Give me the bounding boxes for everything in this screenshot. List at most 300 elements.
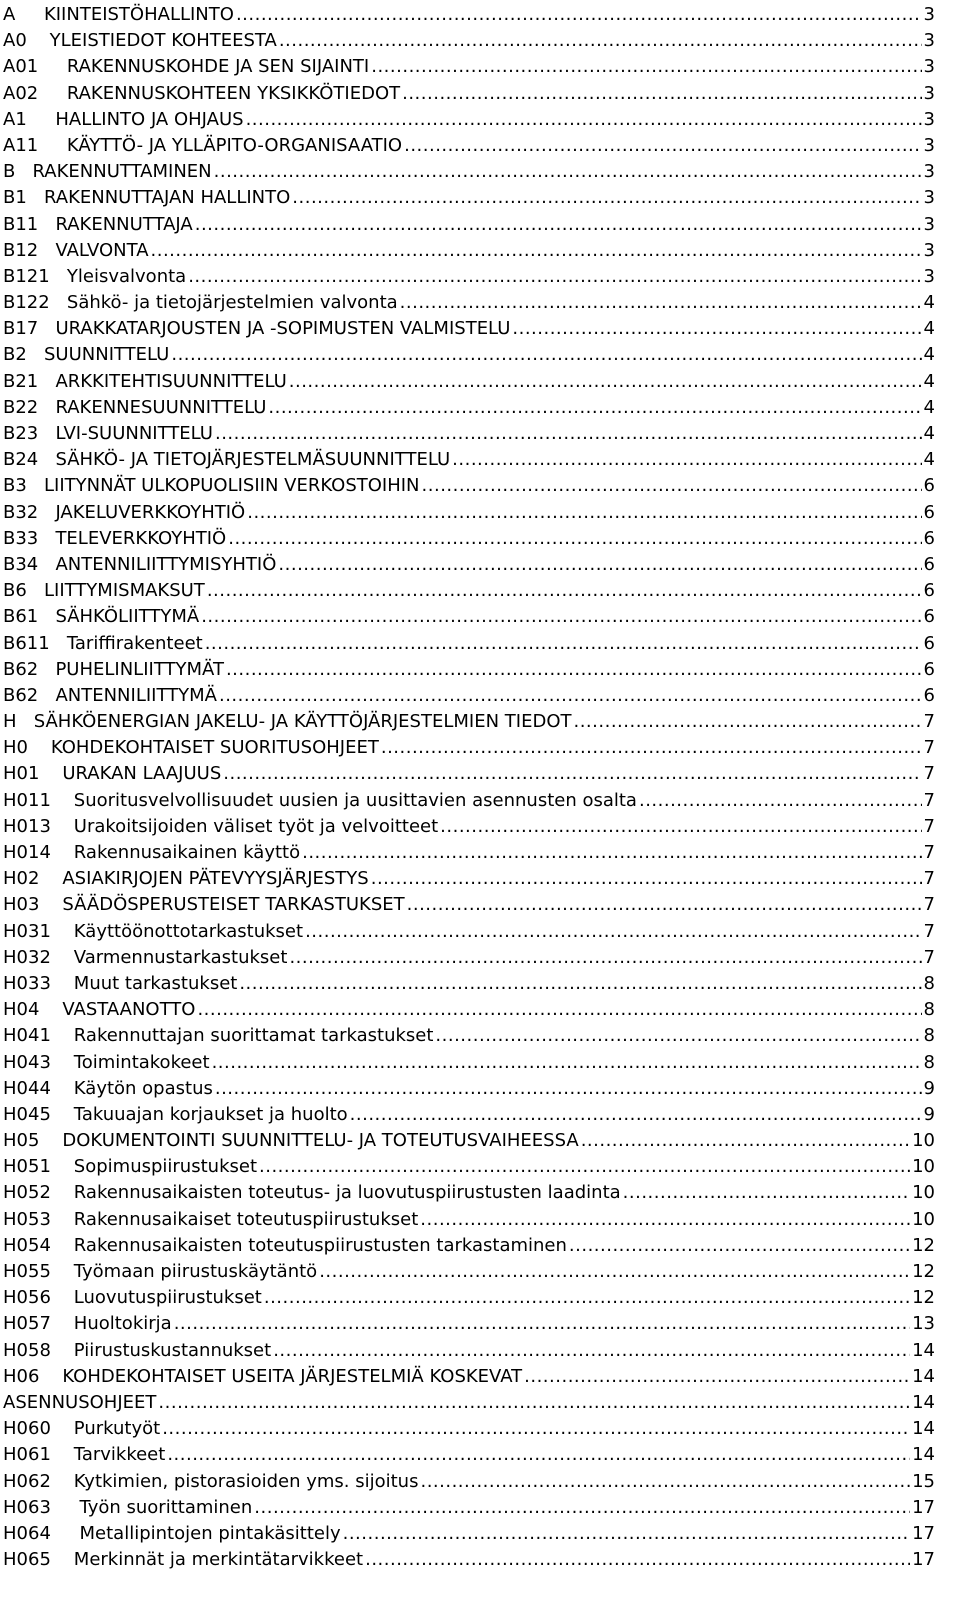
- toc-entry-page-number: 14: [912, 1444, 935, 1466]
- toc-entry-title: KÄYTTÖ- JA YLLÄPITO-ORGANISAATIO: [66, 134, 403, 156]
- toc-entry-page-number: 3: [923, 82, 935, 104]
- toc-entry-spacer: [28, 735, 51, 761]
- toc-entry-code: H04: [3, 999, 40, 1021]
- toc-entry-code: B: [3, 161, 16, 183]
- toc-dot-leader: [292, 185, 921, 211]
- toc-entry-page-number: 9: [923, 1103, 935, 1125]
- table-of-contents: [3, 2, 935, 1573]
- toc-entry-spacer: [39, 761, 62, 787]
- toc-entry-title: Takuuajan korjaukset ja huolto: [73, 1103, 348, 1125]
- toc-entry-code: B17: [3, 318, 39, 340]
- toc-entry[interactable]: [3, 1233, 935, 1259]
- toc-entry[interactable]: [3, 1338, 935, 1364]
- toc-entry[interactable]: [3, 1469, 935, 1495]
- toc-entry-page-number: 14: [912, 1391, 935, 1413]
- toc-entry[interactable]: [3, 159, 935, 185]
- toc-entry[interactable]: [3, 997, 935, 1023]
- toc-entry[interactable]: [3, 1390, 935, 1416]
- toc-entry[interactable]: [3, 1547, 935, 1573]
- toc-entry-page-number: 7: [923, 789, 935, 811]
- toc-entry[interactable]: [3, 1442, 935, 1468]
- toc-entry[interactable]: [3, 840, 935, 866]
- toc-entry-code: H061: [3, 1444, 51, 1466]
- toc-entry-code: H053: [3, 1208, 51, 1230]
- toc-entry-spacer: [38, 500, 55, 526]
- toc-entry[interactable]: [3, 735, 935, 761]
- toc-dot-leader: [305, 919, 921, 945]
- toc-dot-leader: [247, 500, 921, 526]
- toc-entry-page-number: 6: [923, 632, 935, 654]
- toc-entry-code: H05: [3, 1130, 40, 1152]
- toc-entry-title: Suoritusvelvollisuudet uusien ja uusittavien asennusten osalta: [73, 789, 637, 811]
- toc-dot-leader: [278, 552, 921, 578]
- toc-entry-code: H013: [3, 815, 51, 837]
- toc-dot-leader: [197, 997, 921, 1023]
- toc-entry[interactable]: [3, 395, 935, 421]
- toc-entry[interactable]: [3, 2, 935, 28]
- toc-entry[interactable]: [3, 892, 935, 918]
- toc-dot-leader: [420, 1207, 910, 1233]
- toc-entry-page-number: 6: [923, 684, 935, 706]
- toc-entry-code: H041: [3, 1025, 51, 1047]
- toc-entry[interactable]: [3, 945, 935, 971]
- toc-entry-title: RAKENNUSKOHTEEN YKSIKKÖTIEDOT: [66, 82, 401, 104]
- toc-entry-spacer: [51, 1207, 74, 1233]
- toc-dot-leader: [623, 1180, 910, 1206]
- toc-dot-leader: [195, 212, 922, 238]
- toc-entry-page-number: 4: [923, 449, 935, 471]
- toc-entry-page-number: 8: [923, 1051, 935, 1073]
- toc-entry-spacer: [39, 892, 62, 918]
- toc-entry-spacer: [39, 866, 62, 892]
- toc-entry-page-number: 10: [912, 1182, 935, 1204]
- toc-entry-spacer: [51, 840, 74, 866]
- toc-entry-title: Merkinnät ja merkintätarvikkeet: [73, 1549, 364, 1571]
- toc-entry-code: A02: [3, 82, 39, 104]
- toc-entry-code: A0: [3, 30, 27, 52]
- toc-entry[interactable]: [3, 919, 935, 945]
- toc-entry-page-number: 4: [923, 292, 935, 314]
- toc-dot-leader: [246, 107, 922, 133]
- toc-entry-title: Kytkimien, pistorasioiden yms. sijoitus: [73, 1470, 419, 1492]
- toc-entry-title: KOHDEKOHTAISET SUORITUSOHJEET: [50, 737, 379, 759]
- toc-entry-page-number: 4: [923, 318, 935, 340]
- toc-dot-leader: [212, 1050, 922, 1076]
- toc-entry-spacer: [51, 1233, 74, 1259]
- toc-entry-code: H056: [3, 1287, 51, 1309]
- toc-entry-page-number: 6: [923, 553, 935, 575]
- toc-dot-leader: [407, 892, 922, 918]
- toc-entry-title: LIITYNNÄT ULKOPUOLISIIN VERKOSTOIHIN: [43, 475, 420, 497]
- toc-entry-spacer: [51, 1547, 74, 1573]
- toc-dot-leader: [381, 735, 922, 761]
- toc-entry-title: Muut tarkastukset: [73, 972, 238, 994]
- toc-entry-code: H03: [3, 894, 40, 916]
- toc-entry-title: Piirustuskustannukset: [73, 1339, 272, 1361]
- toc-dot-leader: [201, 604, 921, 630]
- toc-entry-spacer: [17, 709, 34, 735]
- toc-entry-code: A1: [3, 108, 27, 130]
- toc-entry-spacer: [15, 159, 32, 185]
- toc-entry-page-number: 10: [912, 1130, 935, 1152]
- toc-entry[interactable]: [3, 473, 935, 499]
- toc-dot-leader: [264, 1285, 910, 1311]
- toc-entry-title: Rakennuttajan suorittamat tarkastukset: [73, 1025, 434, 1047]
- toc-entry[interactable]: [3, 604, 935, 630]
- toc-dot-leader: [228, 526, 921, 552]
- toc-dot-leader: [162, 1416, 910, 1442]
- toc-entry-page-number: 3: [923, 56, 935, 78]
- toc-dot-leader: [158, 1390, 910, 1416]
- toc-entry[interactable]: [3, 788, 935, 814]
- toc-entry-title: URAKAN LAAJUUS: [62, 763, 222, 785]
- toc-entry-spacer: [27, 185, 44, 211]
- toc-entry-title: SÄHKÖLIITTYMÄ: [55, 606, 200, 628]
- toc-dot-leader: [273, 1338, 910, 1364]
- toc-entry-code: B3: [3, 475, 27, 497]
- toc-entry-title: KIINTEISTÖHALLINTO: [43, 4, 234, 25]
- toc-dot-leader: [319, 1259, 910, 1285]
- toc-entry-code: H043: [3, 1051, 51, 1073]
- toc-entry[interactable]: [3, 421, 935, 447]
- toc-entry-spacer: [51, 1180, 74, 1206]
- toc-dot-leader: [404, 133, 921, 159]
- toc-entry-code: H045: [3, 1103, 51, 1125]
- toc-entry-title: SÄHKÖENERGIAN JAKELU- JA KÄYTTÖJÄRJESTELMIEN TIEDOT: [33, 711, 572, 733]
- toc-entry-page-number: 10: [912, 1156, 935, 1178]
- toc-entry-code: H0: [3, 737, 28, 759]
- toc-entry[interactable]: [3, 1180, 935, 1206]
- toc-entry-title: Huoltokirja: [73, 1313, 172, 1335]
- toc-entry-page-number: 3: [923, 187, 935, 209]
- toc-entry-page-number: 7: [923, 842, 935, 863]
- toc-entry-code: H057: [3, 1313, 51, 1335]
- toc-entry-page-number: 8: [923, 999, 935, 1021]
- toc-entry[interactable]: [3, 1285, 935, 1311]
- toc-entry-code: H054: [3, 1234, 51, 1256]
- toc-entry-spacer: [51, 1023, 74, 1049]
- toc-entry-title: LIITTYMISMAKSUT: [43, 580, 205, 602]
- toc-entry-spacer: [38, 447, 55, 473]
- toc-entry-title: URAKKATARJOUSTEN JA -SOPIMUSTEN VALMISTELU: [55, 318, 511, 340]
- toc-entry-page-number: 7: [923, 815, 935, 837]
- toc-entry-title: PUHELINLIITTYMÄT: [55, 658, 224, 680]
- toc-entry-page-number: 12: [912, 1261, 935, 1282]
- toc-entry-page-number: 6: [923, 501, 935, 523]
- toc-entry[interactable]: [3, 1023, 935, 1049]
- toc-dot-leader: [435, 1023, 921, 1049]
- toc-entry[interactable]: [3, 1259, 935, 1285]
- toc-entry-title: Rakennusaikaisten toteutus- ja luovutuspiirustusten laadinta: [73, 1182, 621, 1204]
- toc-entry-page-number: 6: [923, 475, 935, 497]
- toc-entry-spacer: [51, 788, 74, 814]
- toc-entry[interactable]: [3, 264, 935, 290]
- toc-entry[interactable]: [3, 1364, 935, 1390]
- toc-entry-page-number: 13: [912, 1313, 935, 1335]
- toc-entry-spacer: [39, 1364, 62, 1390]
- toc-entry[interactable]: [3, 526, 935, 552]
- toc-entry-title: ASENNUSOHJEET: [3, 1391, 157, 1413]
- toc-entry-spacer: [51, 1442, 74, 1468]
- toc-entry[interactable]: [3, 1050, 935, 1076]
- toc-entry-spacer: [38, 133, 67, 159]
- toc-entry-code: A11: [3, 134, 39, 156]
- toc-dot-leader: [279, 28, 922, 54]
- toc-entry-title: Metallipintojen pintakäsittely: [79, 1522, 341, 1544]
- toc-dot-leader: [214, 159, 922, 185]
- toc-entry[interactable]: [3, 500, 935, 526]
- toc-entry-spacer: [38, 526, 55, 552]
- toc-entry-spacer: [51, 919, 74, 945]
- toc-dot-leader: [215, 1076, 922, 1102]
- toc-entry-title: SUUNNITTELU: [43, 344, 170, 366]
- toc-entry-code: H060: [3, 1418, 51, 1440]
- toc-dot-leader: [223, 761, 921, 787]
- toc-dot-leader: [289, 369, 922, 395]
- toc-entry[interactable]: [3, 107, 935, 133]
- toc-entry-page-number: 4: [923, 396, 935, 418]
- toc-entry-spacer: [51, 1102, 74, 1128]
- toc-entry-page-number: 3: [923, 161, 935, 183]
- toc-entry-title: Rakennusaikaisten toteutuspiirustusten tarkastaminen: [73, 1234, 567, 1256]
- toc-entry[interactable]: [3, 81, 935, 107]
- toc-entry-page-number: 17: [912, 1496, 935, 1518]
- toc-dot-leader: [371, 54, 921, 80]
- toc-entry-page-number: 15: [912, 1470, 935, 1492]
- toc-entry-page-number: 7: [923, 894, 935, 916]
- toc-entry-code: H044: [3, 1077, 51, 1099]
- toc-entry-code: B21: [3, 370, 39, 392]
- toc-entry-title: VASTAANOTTO: [62, 999, 196, 1021]
- toc-entry-page-number: 4: [923, 423, 935, 444]
- toc-dot-leader: [639, 788, 922, 814]
- toc-entry-page-number: 7: [923, 711, 935, 733]
- toc-entry-title: Varmennustarkastukset: [73, 946, 288, 968]
- toc-entry-page-number: 9: [923, 1077, 935, 1099]
- toc-entry-title: Käytön opastus: [73, 1077, 213, 1099]
- toc-entry-page-number: 12: [912, 1234, 935, 1256]
- toc-entry-page-number: 17: [912, 1549, 935, 1571]
- toc-entry-page-number: 7: [923, 920, 935, 942]
- toc-entry-code: H033: [3, 972, 51, 994]
- toc-entry-title: Urakoitsijoiden väliset työt ja velvoitteet: [73, 815, 439, 837]
- toc-entry-spacer: [27, 342, 44, 368]
- toc-entry-spacer: [51, 1285, 74, 1311]
- toc-entry-title: Työn suorittaminen: [79, 1496, 253, 1518]
- toc-entry[interactable]: [3, 185, 935, 211]
- toc-dot-leader: [205, 631, 922, 657]
- toc-entry-spacer: [39, 997, 62, 1023]
- toc-entry-spacer: [38, 421, 55, 447]
- toc-entry-title: ANTENNILIITTYMÄ: [55, 684, 217, 706]
- toc-entry[interactable]: [3, 1521, 935, 1547]
- toc-dot-leader: [268, 395, 921, 421]
- toc-entry-spacer: [38, 212, 55, 238]
- toc-entry-title: KOHDEKOHTAISET USEITA JÄRJESTELMIÄ KOSKEVAT: [62, 1365, 523, 1387]
- toc-entry[interactable]: [3, 1416, 935, 1442]
- toc-dot-leader: [400, 290, 922, 316]
- toc-entry[interactable]: [3, 316, 935, 342]
- toc-dot-leader: [452, 447, 921, 473]
- toc-entry-title: Luovutuspiirustukset: [73, 1287, 262, 1309]
- toc-dot-leader: [420, 1469, 910, 1495]
- toc-entry-code: B122: [3, 292, 50, 314]
- toc-entry-spacer: [38, 683, 55, 709]
- toc-entry[interactable]: [3, 133, 935, 159]
- toc-entry-spacer: [51, 1521, 80, 1547]
- toc-entry-spacer: [50, 290, 67, 316]
- toc-entry-title: RAKENNUTTAMINEN: [32, 161, 212, 183]
- toc-dot-leader: [302, 840, 921, 866]
- toc-entry-spacer: [38, 552, 55, 578]
- toc-entry-title: Sopimuspiirustukset: [73, 1156, 257, 1178]
- toc-entry-code: H065: [3, 1549, 51, 1571]
- toc-entry[interactable]: [3, 631, 935, 657]
- toc-entry-code: B23: [3, 423, 39, 444]
- toc-entry-code: H06: [3, 1365, 40, 1387]
- toc-entry-code: B121: [3, 265, 50, 287]
- toc-dot-leader: [402, 81, 921, 107]
- toc-entry-spacer: [51, 1311, 74, 1337]
- toc-entry[interactable]: [3, 28, 935, 54]
- toc-entry-title: VALVONTA: [55, 239, 149, 261]
- toc-entry[interactable]: [3, 342, 935, 368]
- toc-entry-page-number: 6: [923, 606, 935, 628]
- toc-entry[interactable]: [3, 971, 935, 997]
- toc-entry-title: SÄÄDÖSPERUSTEISET TARKASTUKSET: [62, 894, 405, 916]
- toc-entry-title: Tariffirakenteet: [66, 632, 203, 654]
- toc-entry[interactable]: [3, 709, 935, 735]
- toc-entry[interactable]: [3, 578, 935, 604]
- toc-entry-code: B611: [3, 632, 50, 654]
- toc-dot-leader: [422, 473, 922, 499]
- toc-entry-spacer: [38, 657, 55, 683]
- toc-entry[interactable]: [3, 290, 935, 316]
- toc-dot-leader: [219, 683, 922, 709]
- toc-entry-code: H052: [3, 1182, 51, 1204]
- toc-entry-title: JAKELUVERKKOYHTIÖ: [55, 501, 246, 523]
- toc-entry-code: H063: [3, 1496, 51, 1518]
- toc-entry-page-number: 6: [923, 527, 935, 549]
- toc-entry-spacer: [39, 1128, 62, 1154]
- toc-entry-title: Käyttöönottotarkastukset: [73, 920, 304, 942]
- toc-dot-leader: [350, 1102, 922, 1128]
- toc-entry-title: DOKUMENTOINTI SUUNNITTELU- JA TOTEUTUSVAIHEESSA: [62, 1130, 579, 1152]
- toc-entry[interactable]: [3, 212, 935, 238]
- toc-entry-code: B22: [3, 396, 39, 418]
- toc-entry-code: A01: [3, 56, 39, 78]
- toc-entry-page-number: 14: [912, 1365, 935, 1387]
- toc-entry-code: B12: [3, 239, 39, 261]
- toc-entry-page-number: 3: [923, 4, 935, 25]
- toc-entry-spacer: [51, 945, 74, 971]
- toc-entry[interactable]: [3, 1128, 935, 1154]
- toc-entry-spacer: [50, 631, 67, 657]
- toc-entry-title: Rakennusaikainen käyttö: [73, 842, 301, 863]
- toc-entry-spacer: [51, 1495, 80, 1521]
- toc-entry-code: B11: [3, 213, 39, 235]
- toc-entry-page-number: 8: [923, 972, 935, 994]
- toc-dot-leader: [512, 316, 921, 342]
- toc-entry-code: H032: [3, 946, 51, 968]
- toc-dot-leader: [151, 238, 922, 264]
- toc-dot-leader: [365, 1547, 910, 1573]
- toc-entry[interactable]: [3, 1311, 935, 1337]
- toc-entry-title: Työmaan piirustuskäytäntö: [73, 1261, 318, 1282]
- toc-dot-leader: [259, 1154, 910, 1180]
- toc-entry[interactable]: [3, 657, 935, 683]
- toc-entry-page-number: 4: [923, 370, 935, 392]
- toc-entry[interactable]: [3, 552, 935, 578]
- toc-entry[interactable]: [3, 1102, 935, 1128]
- toc-entry-title: ARKKITEHTISUUNNITTELU: [55, 370, 287, 392]
- toc-entry-title: RAKENNUTTAJAN HALLINTO: [43, 187, 291, 209]
- toc-entry[interactable]: [3, 683, 935, 709]
- toc-entry-spacer: [51, 1050, 74, 1076]
- toc-entry[interactable]: [3, 1076, 935, 1102]
- toc-entry-title: RAKENNUSKOHDE JA SEN SIJAINTI: [66, 56, 370, 78]
- toc-entry-code: B6: [3, 580, 27, 602]
- toc-entry-title: YLEISTIEDOT KOHTEESTA: [49, 30, 277, 52]
- toc-entry[interactable]: [3, 369, 935, 395]
- toc-entry-spacer: [51, 1076, 74, 1102]
- toc-entry-code: A: [3, 4, 16, 25]
- toc-dot-leader: [207, 578, 922, 604]
- toc-entry[interactable]: [3, 447, 935, 473]
- toc-entry-spacer: [51, 1259, 74, 1285]
- toc-entry[interactable]: [3, 1207, 935, 1233]
- toc-entry-page-number: 10: [912, 1208, 935, 1230]
- toc-entry-page-number: 6: [923, 580, 935, 602]
- toc-entry[interactable]: [3, 1154, 935, 1180]
- toc-entry-title: ANTENNILIITTYMISYHTIÖ: [55, 553, 277, 575]
- toc-entry-code: H062: [3, 1470, 51, 1492]
- toc-entry[interactable]: [3, 238, 935, 264]
- toc-entry-code: H051: [3, 1156, 51, 1178]
- toc-entry-code: H055: [3, 1261, 51, 1282]
- toc-entry-spacer: [38, 604, 55, 630]
- toc-entry-page-number: 14: [912, 1339, 935, 1361]
- toc-entry-page-number: 6: [923, 658, 935, 680]
- toc-entry-spacer: [27, 28, 50, 54]
- toc-entry-code: H014: [3, 842, 51, 863]
- toc-entry[interactable]: [3, 866, 935, 892]
- toc-entry-code: B33: [3, 527, 39, 549]
- toc-entry-title: RAKENNUTTAJA: [55, 213, 193, 235]
- toc-entry-code: H011: [3, 789, 51, 811]
- toc-entry-page-number: 7: [923, 763, 935, 785]
- toc-entry-page-number: 8: [923, 1025, 935, 1047]
- toc-entry-title: Purkutyöt: [73, 1418, 161, 1440]
- toc-entry-spacer: [38, 395, 55, 421]
- toc-dot-leader: [289, 945, 921, 971]
- toc-dot-leader: [581, 1128, 910, 1154]
- toc-dot-leader: [239, 971, 921, 997]
- toc-entry-code: B62: [3, 658, 39, 680]
- toc-entry-page-number: 3: [923, 30, 935, 52]
- toc-entry-spacer: [38, 316, 55, 342]
- toc-entry[interactable]: [3, 761, 935, 787]
- toc-dot-leader: [236, 2, 922, 28]
- toc-entry[interactable]: [3, 814, 935, 840]
- toc-entry[interactable]: [3, 54, 935, 80]
- toc-entry[interactable]: [3, 1495, 935, 1521]
- toc-entry-spacer: [38, 369, 55, 395]
- toc-entry-spacer: [38, 238, 55, 264]
- toc-entry-spacer: [27, 107, 56, 133]
- toc-dot-leader: [215, 421, 922, 447]
- toc-entry-spacer: [27, 578, 44, 604]
